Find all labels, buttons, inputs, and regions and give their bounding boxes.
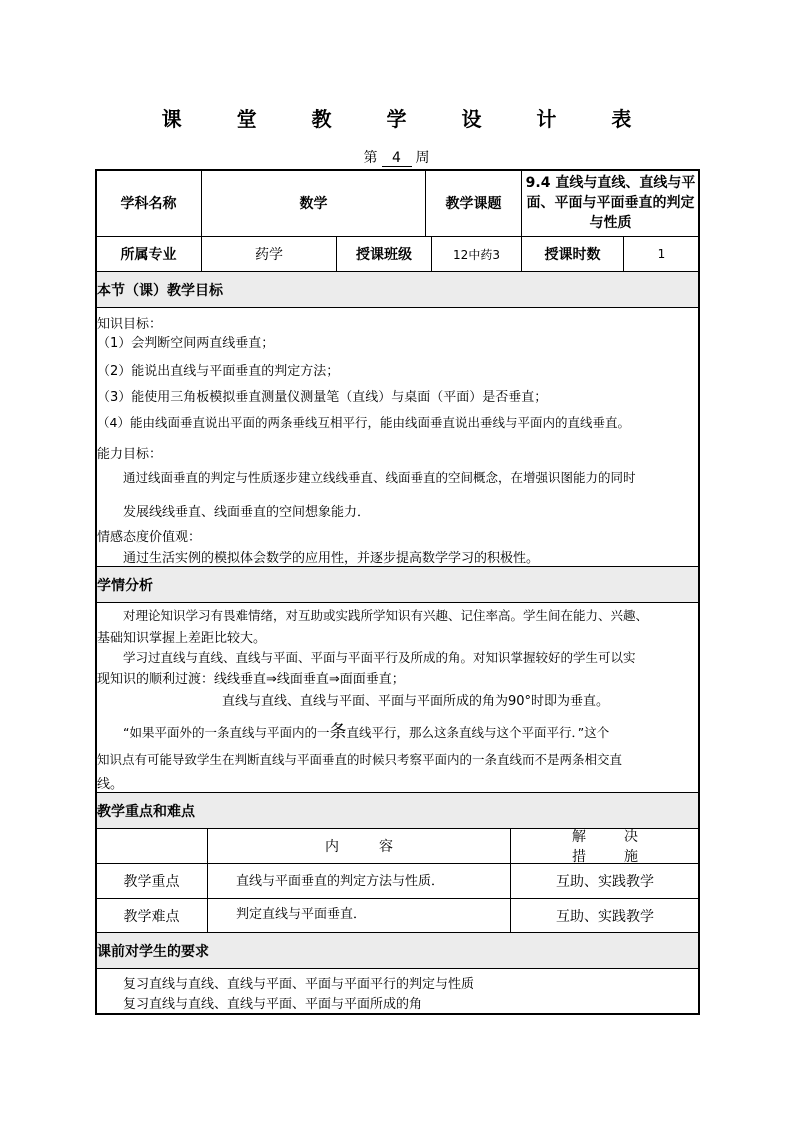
class-label: 授课班级: [356, 247, 412, 263]
keypoint-row-measure: 互助、实践教学: [556, 874, 654, 890]
major-value: 药学: [255, 247, 283, 263]
subject-label: 学科名称: [120, 196, 177, 212]
measures-column-header: 解决措施: [572, 829, 676, 865]
knowledge-label: 知识目标：: [97, 317, 163, 332]
hours-label: 授课时数: [544, 247, 601, 263]
divider: [95, 566, 700, 567]
divider: [95, 932, 700, 933]
analysis-line: 基础知识掌握上差距比较大。: [97, 631, 267, 646]
keypoint-row-content: 直线与平面垂直的判定方法与性质．: [236, 874, 445, 889]
divider: [95, 792, 700, 793]
analysis-line: 知识点有可能导致学生在判断直线与平面垂直的时候只考察平面内的一条直线而不是两条相交直: [97, 752, 623, 767]
major-label: 所属专业: [120, 247, 177, 263]
analysis-line: 线。: [97, 777, 124, 792]
subject-value: 数学: [299, 196, 328, 212]
keypoints-heading: 教学重点和难点: [97, 804, 195, 820]
analysis-line: 直线与直线、直线与平面、平面与平面所成的角为90°时即为垂直。: [222, 694, 610, 709]
ability-line: 通过线面垂直的判定与性质逐步建立线线垂直、线面垂直的空间概念，在增强识图能力的同时: [123, 470, 636, 485]
week-prefix: 第: [363, 150, 378, 166]
analysis-text: 直线平行，那么这条直线与这个平面平行．”这个: [346, 725, 610, 740]
knowledge-item: （3）能使用三角板模拟垂直测量仪测量笔（直线）与桌面（平面）是否垂直；: [97, 390, 548, 405]
page-title: 课 堂 教 学 设 计 表: [161, 107, 656, 131]
keypoint-row-label: 教学难点: [123, 908, 180, 925]
divider: [95, 307, 700, 308]
keypoint-row-label: 教学重点: [123, 874, 180, 890]
keypoint-row-content: 判定直线与平面垂直．: [236, 907, 367, 922]
divider: [95, 968, 700, 969]
analysis-text: “如果平面外的一条直线与平面内的一: [123, 725, 330, 740]
content-column-header: 内容: [325, 839, 433, 855]
analysis-heading: 学情分析: [97, 578, 153, 594]
divider: [95, 271, 700, 272]
knowledge-item: （4）能由线面垂直说出平面的两条垂线互相平行，能由线面垂直说出垂线与平面内的直线垂直。: [97, 415, 630, 430]
requirements-heading: 课前对学生的要求: [97, 944, 209, 960]
hours-value: 1: [657, 247, 666, 261]
knowledge-item: （1）会判断空间两直线垂直；: [97, 336, 275, 351]
ability-line: 发展线线垂直、线面垂直的空间想象能力．: [123, 505, 371, 520]
objectives-heading: 本节（课）教学目标: [97, 283, 223, 299]
requirement-item: 复习直线与直线、直线与平面、平面与平面所成的角: [123, 997, 423, 1012]
topic-label: 教学课题: [445, 196, 502, 212]
week-number: 4: [382, 150, 412, 167]
analysis-text: 条: [329, 722, 347, 742]
analysis-line: 现知识的顺利过渡：线线垂直⇒线面垂直⇒面面垂直；: [97, 672, 405, 687]
emotion-line: 通过生活实例的模拟体会数学的应用性，并逐步提高数学学习的积极性。: [123, 551, 540, 566]
emotion-label: 情感态度价值观：: [97, 530, 202, 545]
class-value: 12中药3: [453, 247, 500, 262]
divider: [95, 602, 700, 603]
week-line: [0, 147, 793, 167]
ability-label: 能力目标：: [97, 447, 163, 462]
week-suffix: 周: [415, 150, 430, 166]
keypoint-row-measure: 互助、实践教学: [556, 908, 654, 925]
analysis-line: 学习过直线与直线、直线与平面、平面与平面平行及所成的角。对知识掌握较好的学生可以实: [123, 650, 636, 665]
requirement-item: 复习直线与直线、直线与平面、平面与平面平行的判定与性质: [123, 977, 475, 992]
topic-value: 9.4 直线与直线、直线与平面、平面与平面垂直的判定与性质: [525, 175, 696, 231]
analysis-line: [123, 717, 609, 742]
knowledge-item: （2）能说出直线与平面垂直的判定方法；: [97, 364, 340, 379]
analysis-line: 对理论知识学习有畏难情绪，对互助或实践所学知识有兴趣、记住率高。学生间在能力、兴趣、: [123, 608, 649, 623]
